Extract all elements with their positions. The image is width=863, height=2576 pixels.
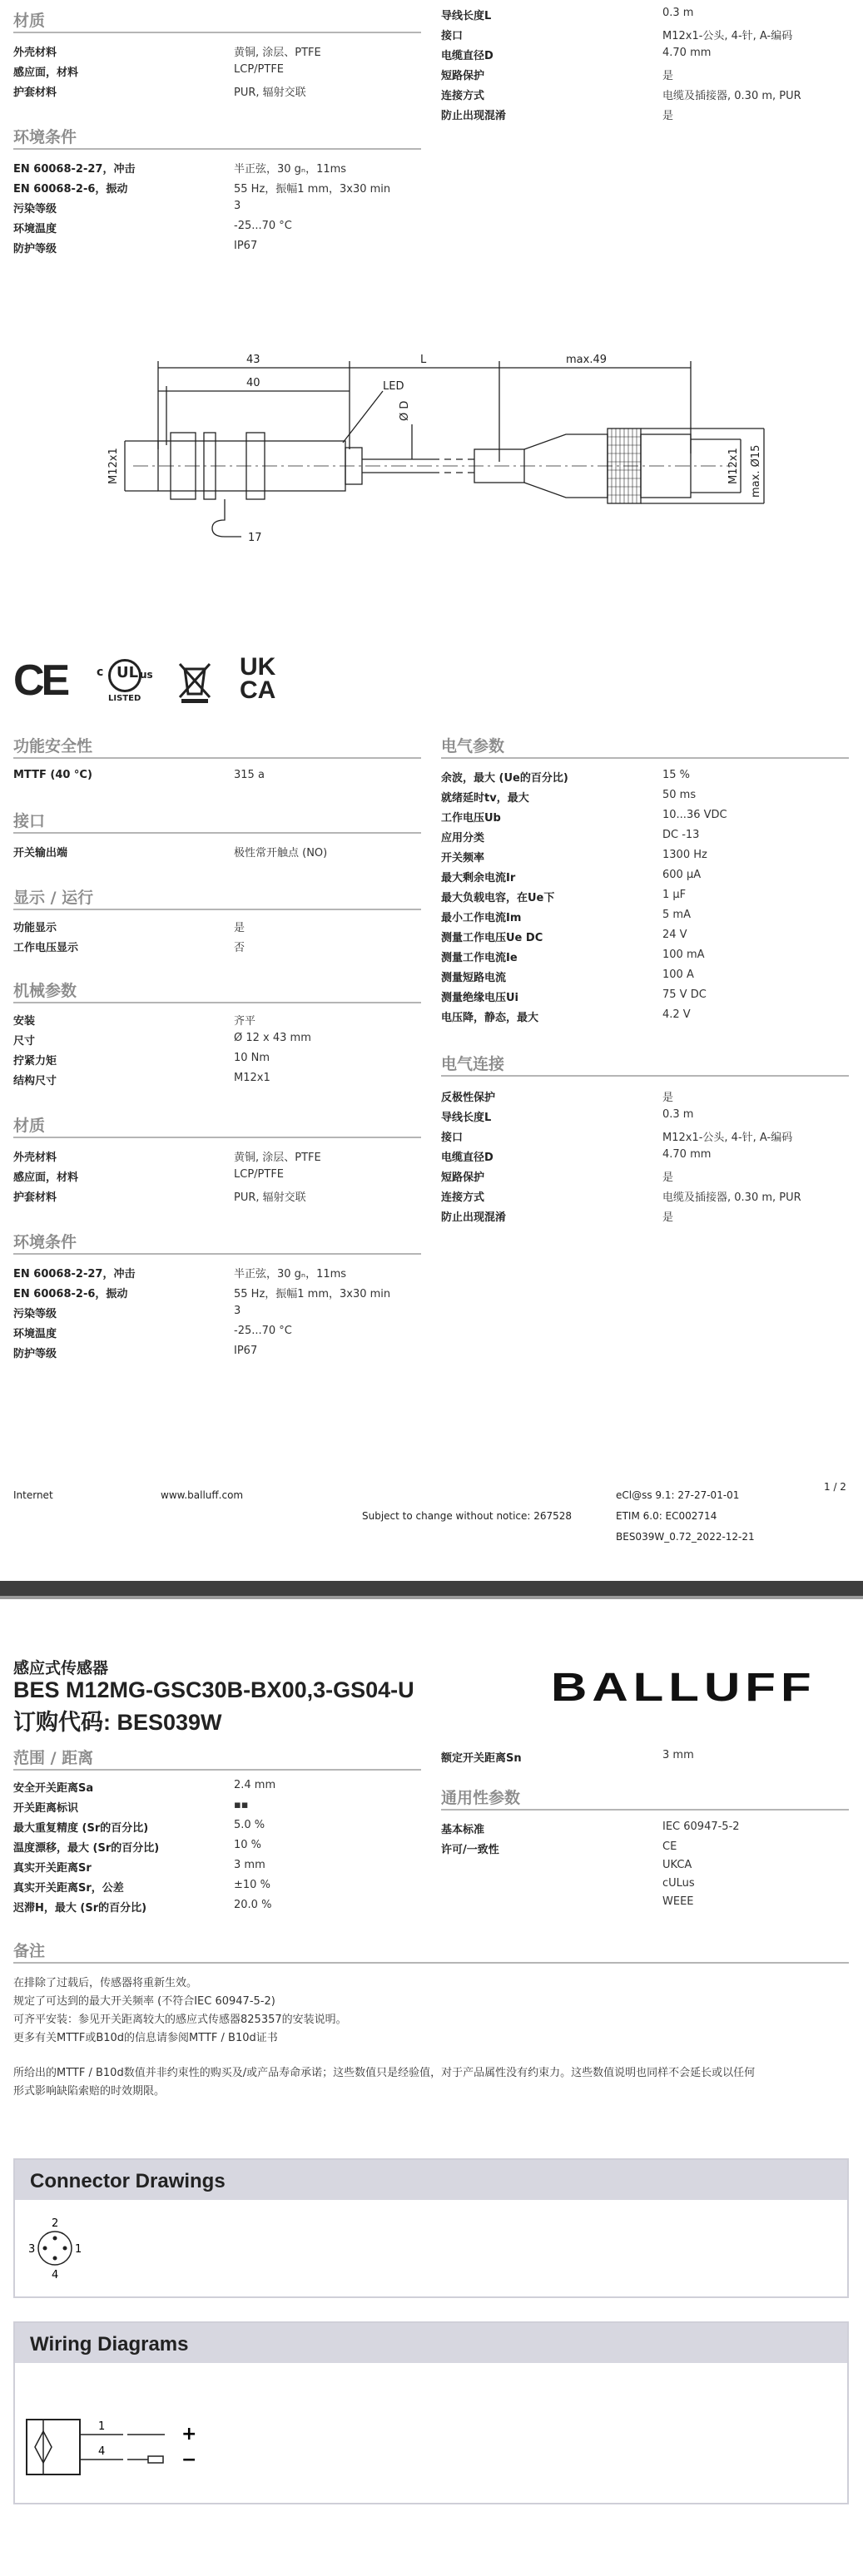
spec-label: 防止出现混淆 (441, 110, 507, 122)
spec-label: 开关输出端 (13, 847, 68, 859)
spec-label: 感应面，材料 (13, 1172, 79, 1184)
product-model-title: BES M12MG-GSC30B-BX00,3-GS04-U (13, 1677, 414, 1702)
spec-label: 接口 (441, 1132, 464, 1144)
spec-value: LCP/PTFE (234, 63, 285, 76)
phi-d-label: Ø D (399, 400, 411, 421)
footer-notice: Subject to change without notice: 267528 (362, 1510, 573, 1522)
section-divider (441, 1075, 849, 1077)
spec-label: 拧紧力矩 (13, 1055, 57, 1068)
dim-40-label: 40 (246, 377, 260, 389)
spec-label: MTTF (40 °C) (13, 769, 92, 781)
spec-label: 环境温度 (13, 1328, 57, 1340)
section-divider (13, 1002, 421, 1003)
spec-value: 55 Hz，振幅1 mm，3x30 min (234, 183, 391, 196)
spec-label: 外壳材料 (13, 1152, 57, 1164)
section-divider (441, 1809, 849, 1811)
card-header (15, 2323, 847, 2363)
spec-label: 导线长度L (441, 1112, 492, 1124)
spec-label: 最大剩余电流Ir (441, 872, 516, 884)
spec-value: CE (662, 1840, 677, 1853)
spec-value: 1300 Hz (662, 849, 707, 861)
spec-value: 是 (662, 1172, 674, 1184)
spec-label: EN 60068-2-27，冲击 (13, 1268, 136, 1281)
spec-value: M12x1-公头, 4-针, A-编码 (662, 1132, 793, 1144)
spec-label: 真实开关距离Sr (13, 1862, 92, 1875)
spec-label: 迟滞H，最大 (Sr的百分比) (13, 1902, 147, 1915)
spec-value: ±10 % (234, 1879, 270, 1891)
spec-label: 额定开关距离Sn (441, 1752, 522, 1765)
spec-label: 工作电压显示 (13, 942, 79, 954)
remark-line: 可齐平安装：参见开关距离较大的感应式传感器825357的安装说明。 (13, 2014, 347, 2026)
spec-value: 315 a (234, 769, 265, 781)
card-title: Wiring Diagrams (30, 2333, 189, 2356)
spec-label: 电压降，静态，最大 (441, 1012, 539, 1024)
spec-value: Ø 12 x 43 mm (234, 1032, 311, 1044)
spec-label: 许可/一致性 (441, 1844, 499, 1856)
spec-value: PUR, 辐射交联 (234, 1191, 306, 1204)
spec-value: IP67 (234, 1345, 258, 1357)
spec-label: 护套材料 (13, 1191, 57, 1204)
spec-value: 4.70 mm (662, 1148, 712, 1161)
spec-label: 反极性保护 (441, 1092, 496, 1104)
spec-label: 结构尺寸 (13, 1075, 57, 1087)
spec-label: 防护等级 (13, 243, 57, 255)
ul-listed-icon: UL c us LISTED (90, 659, 140, 709)
spec-label: 短路保护 (441, 70, 485, 82)
spec-value: 5 mA (662, 909, 691, 921)
wire-4-label: 4 (98, 2445, 106, 2458)
spec-value: 是 (662, 110, 674, 122)
spec-value: 10...36 VDC (662, 809, 727, 821)
spec-label: 真实开关距离Sr，公差 (13, 1882, 124, 1895)
spec-value: 75 V DC (662, 988, 707, 1001)
spec-value: -25...70 °C (234, 1325, 292, 1337)
spec-value: IEC 60947-5-2 (662, 1821, 740, 1833)
spec-label: 最大负载电容，在Ue下 (441, 892, 555, 904)
section-title: 环境条件 (13, 1233, 77, 1251)
section-divider (13, 32, 421, 33)
spec-label: 短路保护 (441, 1172, 485, 1184)
spec-label: 外壳材料 (13, 47, 57, 59)
spec-value: 24 V (662, 929, 687, 941)
spec-value: 55 Hz，振幅1 mm，3x30 min (234, 1288, 391, 1300)
remark-line: 规定了可达到的最大开关频率 (不符合IEC 60947-5-2) (13, 1995, 275, 2008)
max15-label: max. Ø15 (750, 444, 762, 498)
section-title: 备注 (13, 1942, 46, 1960)
spec-value: M12x1-公头, 4-针, A-编码 (662, 30, 793, 42)
section-divider (441, 757, 849, 759)
spec-value: 是 (662, 1211, 674, 1224)
spec-label: 开关频率 (441, 852, 485, 864)
spec-label: EN 60068-2-6，振动 (13, 183, 128, 196)
spec-value: 半正弦，30 gₙ，11ms (234, 1268, 347, 1281)
ce-mark-icon: CE (13, 656, 67, 705)
wrench-size-label: 17 (248, 532, 262, 544)
spec-value: 3 mm (662, 1749, 694, 1761)
section-title: 通用性参数 (441, 1789, 521, 1807)
weee-bin-icon (176, 661, 213, 704)
spec-label: EN 60068-2-6，振动 (13, 1288, 128, 1300)
section-divider (13, 148, 421, 150)
card-header (15, 2160, 847, 2200)
spec-value: 15 % (662, 769, 691, 781)
m12-right-label: M12x1 (727, 448, 740, 484)
section-title: 环境条件 (13, 128, 77, 146)
balluff-logo: BALLUFF (551, 1664, 816, 1710)
spec-label: 基本标准 (441, 1824, 485, 1836)
section-title: 材质 (13, 1117, 46, 1135)
footer-eclass: eCl@ss 9.1: 27-27-01-01 (616, 1489, 740, 1501)
spec-value: 半正弦，30 gₙ，11ms (234, 163, 347, 176)
footer-internet-label: Internet (13, 1489, 53, 1501)
spec-label: 测量短路电流 (441, 972, 507, 984)
spec-label: 最小工作电流Im (441, 912, 522, 924)
wiring-diagram-icon (23, 2406, 223, 2489)
section-divider (13, 1769, 421, 1771)
spec-value: IP67 (234, 240, 258, 252)
spec-value: 1 µF (662, 889, 687, 901)
spec-value: 4.70 mm (662, 47, 712, 59)
section-divider (13, 757, 421, 759)
page-separator-shadow (0, 1596, 863, 1599)
spec-label: 尺寸 (13, 1035, 36, 1048)
led-label: LED (383, 380, 404, 393)
ukca-mark-icon: UK CA (240, 653, 276, 704)
spec-label: 余波，最大 (Ue的百分比) (441, 772, 568, 785)
spec-value: 3 (234, 1305, 241, 1317)
spec-label: 安装 (13, 1015, 36, 1028)
section-divider (13, 1137, 421, 1138)
spec-label: 功能显示 (13, 922, 57, 934)
certification-marks (13, 653, 330, 707)
spec-value: 50 ms (662, 789, 697, 801)
connector-drawings-card (13, 2158, 849, 2298)
section-title: 功能安全性 (13, 737, 93, 755)
spec-value: LCP/PTFE (234, 1168, 285, 1181)
spec-label: 接口 (441, 30, 464, 42)
footer-url-link[interactable]: www.balluff.com (161, 1489, 244, 1501)
spec-value: 20.0 % (234, 1899, 272, 1911)
spec-label: 最大重复精度 (Sr的百分比) (13, 1822, 149, 1835)
spec-label: 环境温度 (13, 223, 57, 235)
remark-line: 在排除了过载后，传感器将重新生效。 (13, 1977, 198, 1989)
spec-value: 2.4 mm (234, 1779, 276, 1791)
section-title: 显示 / 运行 (13, 889, 94, 907)
dim-43-label: 43 (246, 354, 260, 366)
spec-label: 安全开关距离Sa (13, 1782, 94, 1795)
spec-label: 防止出现混淆 (441, 1211, 507, 1224)
spec-label: 护套材料 (13, 87, 57, 99)
spec-label: 防护等级 (13, 1348, 57, 1360)
footer-doc-id: BES039W_0.72_2022-12-21 (616, 1531, 755, 1543)
product-category: 感应式传感器 (13, 1659, 109, 1677)
section-title: 电气连接 (441, 1055, 505, 1073)
spec-value: 10 % (234, 1839, 262, 1851)
order-code: 订购代码: BES039W (13, 1710, 222, 1735)
spec-label: 测量工作电流Ie (441, 952, 518, 964)
spec-value: 100 mA (662, 949, 705, 961)
spec-label: 污染等级 (13, 1308, 57, 1320)
spec-value: 是 (662, 70, 674, 82)
spec-label: 连接方式 (441, 90, 485, 102)
remark-line: 更多有关MTTF或B10d的信息请参阅MTTF / B10d证书 (13, 2032, 278, 2044)
section-divider (13, 909, 421, 910)
remark-paragraph: 所给出的MTTF / B10d数值并非约束性的购买及/或产品寿命承诺；这些数值只是经验值，对于产品属性没有约束力。这些数值说明也同样不会延长或以任何 (13, 2067, 756, 2079)
spec-value: 600 µA (662, 869, 702, 881)
section-title: 机械参数 (13, 982, 77, 1000)
spec-value: UKCA (662, 1859, 692, 1871)
spec-value: 4.2 V (662, 1008, 691, 1021)
wire-1-label: 1 (98, 2420, 106, 2433)
section-divider (13, 1962, 849, 1964)
spec-value: 齐平 (234, 1015, 256, 1028)
card-title: Connector Drawings (30, 2170, 226, 2192)
spec-label: 污染等级 (13, 203, 57, 215)
spec-value: 0.3 m (662, 1108, 694, 1121)
spec-label: 导线长度L (441, 10, 492, 22)
spec-value: ▪▪ (234, 1799, 249, 1811)
footer-page-number: 1 / 2 (824, 1481, 846, 1493)
spec-value: 是 (662, 1092, 674, 1104)
spec-value: 10 Nm (234, 1052, 270, 1064)
spec-label: 感应面，材料 (13, 67, 79, 79)
spec-value: 是 (234, 922, 246, 934)
spec-value: 黄铜, 涂层、PTFE (234, 1152, 321, 1164)
spec-value: 电缆及插接器, 0.30 m, PUR (662, 90, 801, 102)
spec-value: WEEE (662, 1895, 694, 1908)
spec-value: 3 (234, 200, 241, 212)
spec-label: 测量绝缘电压Ui (441, 992, 519, 1004)
footer-etim: ETIM 6.0: EC002714 (616, 1510, 717, 1522)
pin-2-label: 2 (52, 2217, 59, 2230)
spec-value: 黄铜, 涂层、PTFE (234, 47, 321, 59)
section-title: 电气参数 (441, 737, 505, 755)
dim-l-label: L (420, 354, 427, 366)
spec-value: 5.0 % (234, 1819, 265, 1831)
spec-label: 电缆直径D (441, 1152, 493, 1164)
pin-4-label: 4 (52, 2269, 59, 2281)
remark-paragraph: 形式影响缺陷索赔的时效期限。 (13, 2085, 166, 2098)
pin-1-label: 1 (75, 2243, 82, 2256)
wiring-diagrams-card (13, 2321, 849, 2504)
pin-3-label: 3 (28, 2243, 36, 2256)
spec-label: 电缆直径D (441, 50, 493, 62)
dim-max49-label: max.49 (566, 354, 607, 366)
spec-value: 否 (234, 942, 246, 954)
spec-value: cULus (662, 1877, 695, 1890)
section-divider (13, 1253, 421, 1255)
spec-value: 3 mm (234, 1859, 265, 1871)
spec-value: 电缆及插接器, 0.30 m, PUR (662, 1191, 801, 1204)
plus-terminal-label: + (181, 2424, 197, 2445)
spec-value: M12x1 (234, 1072, 270, 1084)
minus-terminal-label: − (181, 2450, 197, 2470)
spec-label: 测量工作电压Ue DC (441, 932, 543, 944)
section-title: 范围 / 距离 (13, 1749, 94, 1767)
spec-label: 应用分类 (441, 832, 485, 845)
spec-label: EN 60068-2-27，冲击 (13, 163, 136, 176)
connector-pinout-icon (23, 2208, 98, 2291)
page-separator (0, 1581, 863, 1596)
spec-label: 开关距离标识 (13, 1802, 79, 1815)
spec-label: 连接方式 (441, 1191, 485, 1204)
spec-label: 工作电压Ub (441, 812, 501, 825)
spec-value: -25...70 °C (234, 220, 292, 232)
dimension-drawing (0, 341, 863, 582)
section-title: 接口 (13, 812, 46, 830)
section-title: 材质 (13, 12, 46, 30)
spec-value: DC -13 (662, 829, 700, 841)
section-divider (13, 832, 421, 834)
spec-value: 极性常开触点 (NO) (234, 847, 328, 859)
spec-label: 就绪延时tv，最大 (441, 792, 529, 805)
spec-value: PUR, 辐射交联 (234, 87, 306, 99)
m12-left-label: M12x1 (107, 448, 120, 484)
spec-value: 0.3 m (662, 7, 694, 19)
spec-label: 温度漂移，最大 (Sr的百分比) (13, 1842, 160, 1855)
spec-value: 100 A (662, 968, 694, 981)
